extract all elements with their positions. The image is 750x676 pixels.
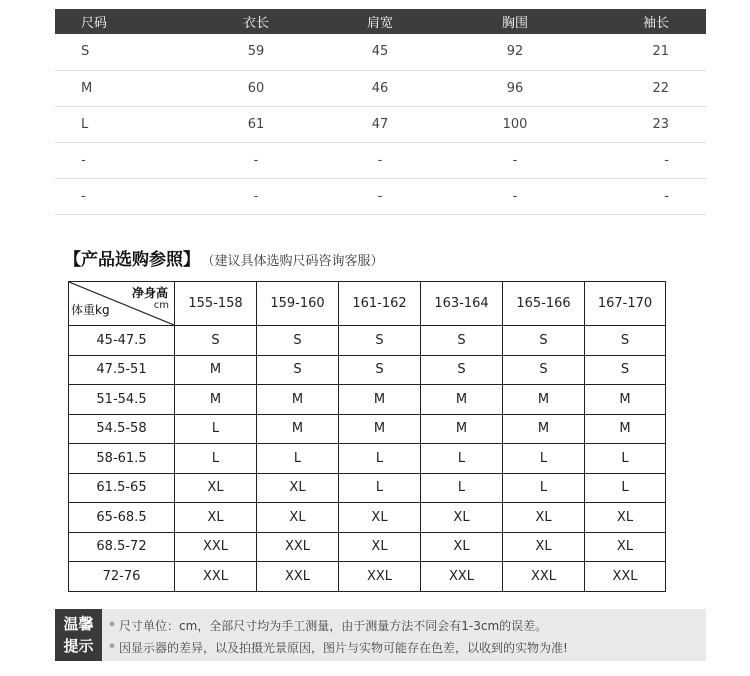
guide-size-cell: S [421,355,503,385]
guide-size-cell: XL [339,503,421,533]
guide-size-cell: S [503,355,585,385]
guide-weight-cell: 45-47.5 [69,326,175,356]
size-label-cell: L [55,106,185,142]
guide-size-cell: M [421,385,503,415]
measurement-cell: 100 [445,106,575,142]
size-label-cell: - [55,142,185,178]
guide-size-cell: S [339,355,421,385]
guide-weight-cell: 51-54.5 [69,385,175,415]
guide-size-cell: M [339,385,421,415]
guide-size-cell: L [421,444,503,474]
guide-row [69,532,666,562]
guide-size-cell: L [339,473,421,503]
guide-row [69,473,666,503]
guide-size-cell: M [421,414,503,444]
guide-height-unit: cm [153,300,169,311]
tips-badge-line2: 提示 [63,637,94,655]
measurement-cell: 45 [315,34,445,70]
guide-row [69,503,666,533]
guide-size-cell: M [175,385,257,415]
measurement-cell: 23 [575,106,706,142]
guide-size-cell: XXL [585,562,666,592]
guide-size-cell: S [339,326,421,356]
guide-size-cell: XL [585,503,666,533]
guide-size-cell: XL [503,503,585,533]
guide-row [69,385,666,415]
guide-size-cell: XL [421,532,503,562]
tips-badge [55,609,102,661]
guide-weight-cell: 47.5-51 [69,355,175,385]
guide-size-cell: M [339,414,421,444]
size-table-header-row [55,9,706,34]
guide-weight-cell: 61.5-65 [69,473,175,503]
guide-weight-cell: 58-61.5 [69,444,175,474]
tips-badge-line1: 温馨 [63,615,94,633]
guide-height-header: 163-164 [421,282,503,326]
guide-height-header: 165-166 [503,282,585,326]
measurement-cell: - [575,178,706,214]
guide-size-cell: S [585,355,666,385]
guide-row [69,326,666,356]
guide-size-cell: L [175,444,257,474]
tip-text: 尺寸单位：cm，全部尺寸均为手工测量，由于测量方法不同会有1-3cm的误差。 [119,619,548,633]
measurement-cell: - [445,178,575,214]
tips-bar [55,609,706,661]
guide-row [69,414,666,444]
guide-size-cell: M [257,414,339,444]
guide-size-cell: M [503,385,585,415]
guide-height-label: 净身高 [131,286,168,300]
guide-size-cell: XL [339,532,421,562]
guide-height-header: 159-160 [257,282,339,326]
measurement-cell: - [315,178,445,214]
size-table-row [55,178,706,214]
guide-size-cell: XXL [175,562,257,592]
tip-bullet: * [109,641,115,655]
measurement-cell: - [575,142,706,178]
size-table-header: 尺码 [55,9,185,34]
tip-bullet: * [109,619,115,633]
measurement-cell: 61 [185,106,315,142]
guide-weight-cell: 72-76 [69,562,175,592]
guide-size-cell: L [175,414,257,444]
guide-size-cell: XL [585,532,666,562]
guide-size-cell: L [585,444,666,474]
guide-size-cell: S [585,326,666,356]
tip-text: 因显示器的差异，以及拍摄光景原因，图片与实物可能存在色差，以收到的实物为准! [119,641,568,655]
size-table-header: 袖长 [575,9,706,34]
size-label-cell: S [55,34,185,70]
guide-size-cell: L [585,473,666,503]
guide-weight-cell: 54.5-58 [69,414,175,444]
size-table-row [55,34,706,70]
guide-size-cell: XL [421,503,503,533]
guide-weight-cell: 65-68.5 [69,503,175,533]
guide-size-cell: L [257,444,339,474]
measurement-cell: 46 [315,70,445,106]
section-subtitle: （建议具体选购尺码咨询客服） [208,254,384,269]
guide-size-cell: S [503,326,585,356]
guide-size-cell: S [175,326,257,356]
measurement-cell: 59 [185,34,315,70]
guide-size-cell: XL [503,532,585,562]
guide-height-header: 155-158 [175,282,257,326]
tip-line-2 [109,639,568,656]
measurement-cell: - [445,142,575,178]
guide-weight-label: 体重kg [71,303,110,317]
guide-size-cell: S [257,355,339,385]
guide-size-cell: L [503,473,585,503]
guide-row [69,444,666,474]
guide-size-cell: XXL [421,562,503,592]
measurement-cell: 21 [575,34,706,70]
guide-size-cell: L [503,444,585,474]
size-label-cell: - [55,178,185,214]
guide-size-cell: XL [257,473,339,503]
guide-weight-cell: 68.5-72 [69,532,175,562]
measurement-cell: 92 [445,34,575,70]
measurement-cell: - [185,142,315,178]
size-label-cell: M [55,70,185,106]
size-table-row [55,70,706,106]
measurement-cell: 22 [575,70,706,106]
guide-size-cell: L [339,444,421,474]
size-table-header: 衣长 [185,9,315,34]
guide-size-cell: M [585,385,666,415]
guide-size-cell: XXL [175,532,257,562]
guide-row [69,355,666,385]
size-table-header: 胸围 [445,9,575,34]
section-heading [64,245,384,270]
guide-size-cell: L [421,473,503,503]
measurement-cell: 96 [445,70,575,106]
guide-size-cell: S [257,326,339,356]
measurement-cell: 47 [315,106,445,142]
size-measurement-table [55,9,706,215]
guide-height-header: 161-162 [339,282,421,326]
guide-size-cell: XXL [257,532,339,562]
guide-size-cell: XL [175,503,257,533]
size-table-row [55,142,706,178]
guide-row [69,562,666,592]
guide-size-cell: M [503,414,585,444]
section-title: 【产品选购参照】 [64,250,200,270]
guide-header-row [69,282,666,326]
size-table-row [55,106,706,142]
guide-size-cell: M [175,355,257,385]
guide-size-cell: M [257,385,339,415]
guide-size-cell: XXL [339,562,421,592]
guide-size-cell: M [585,414,666,444]
size-table-header: 肩宽 [315,9,445,34]
guide-corner-cell [69,282,175,326]
guide-size-cell: S [421,326,503,356]
tip-line-1 [109,617,547,634]
guide-size-cell: XL [257,503,339,533]
guide-size-cell: XXL [503,562,585,592]
guide-size-cell: XXL [257,562,339,592]
measurement-cell: - [315,142,445,178]
size-guide-table [68,281,666,592]
measurement-cell: 60 [185,70,315,106]
guide-height-header: 167-170 [585,282,666,326]
guide-size-cell: XL [175,473,257,503]
measurement-cell: - [185,178,315,214]
